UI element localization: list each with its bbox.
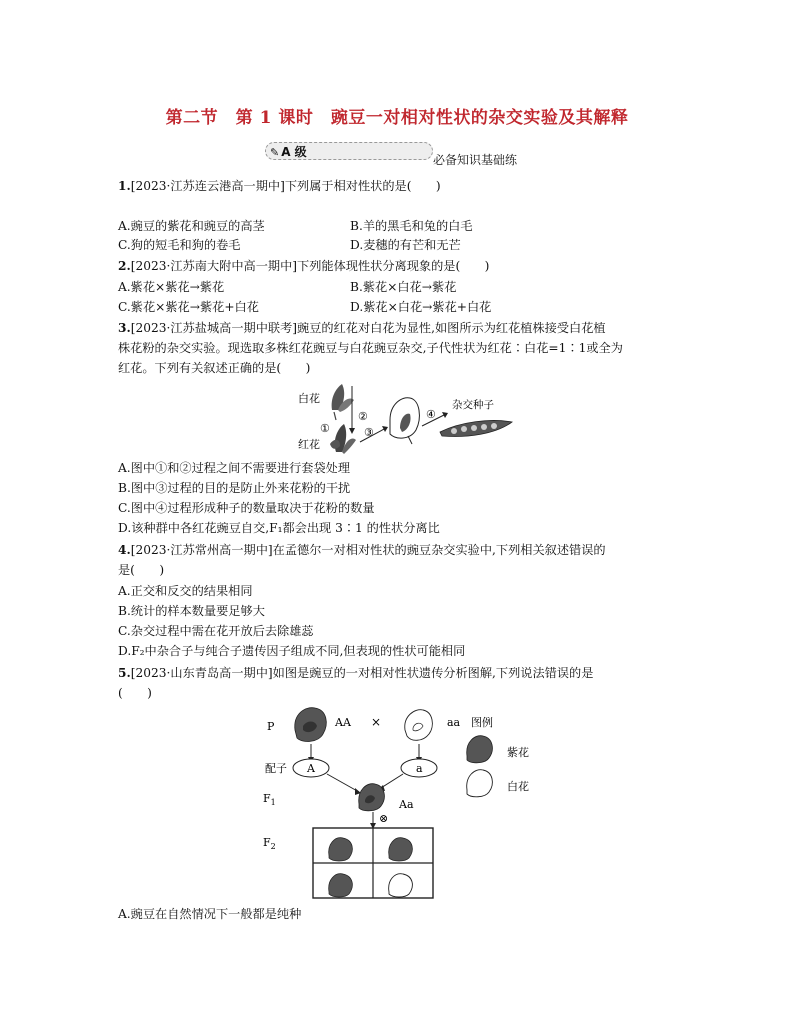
q2-row2 [118, 299, 678, 315]
q2-option-b[interactable]: B.紫花×白花→紫花 [350, 280, 457, 294]
q1-option-c[interactable]: C.狗的短毛和狗的卷毛 [118, 238, 241, 252]
q4-option-d[interactable]: D.F₂中杂合子与纯合子遗传因子组成不同,但表现的性状可能相同 [118, 644, 466, 658]
level-label: A 级 [281, 145, 307, 159]
q5-fig-f1-sub: 1 [270, 798, 276, 807]
q5-fig-f2-sub: 2 [270, 842, 276, 851]
q1-option-b[interactable]: B.羊的黑毛和兔的白毛 [350, 219, 473, 233]
q1-option-d[interactable]: D.麦穗的有芒和无芒 [350, 238, 461, 252]
q2-number: 2. [118, 259, 131, 273]
f1-flower-icon [359, 784, 385, 811]
q5-fig-aa-rec: aa [447, 716, 461, 729]
q3-figure [290, 378, 520, 456]
q1-row1 [118, 218, 678, 234]
q3-step-1: ① [320, 422, 330, 435]
q3-option-a[interactable]: A.图中①和②过程之间不需要进行套袋处理 [118, 461, 351, 475]
q4-option-c[interactable]: C.杂交过程中需在花开放后去除雄蕊 [118, 624, 314, 638]
q3-stem-2: 株花粉的杂交实验。现选取多株红花豌豆与白花豌豆杂交,子代性状为红花∶白花=1∶1或全为 [118, 341, 623, 355]
q5-fig-p: P [267, 720, 275, 733]
q3-step-4: ④ [426, 408, 436, 421]
q1-option-a[interactable]: A.豌豆的紫花和豌豆的高茎 [118, 219, 265, 233]
q2-stem [118, 258, 489, 274]
q5-fig-legend: 图例 [471, 716, 493, 729]
legend-purple-icon [467, 736, 493, 763]
arrow-g1-line [327, 774, 359, 792]
q3-fig-seed-label: 杂交种子 [452, 399, 494, 411]
f2-white-icon [389, 874, 413, 897]
q5-stem-2: ( ) [118, 686, 152, 700]
q1-stem-text: [2023·江苏连云港高一期中]下列属于相对性状的是( ) [130, 179, 441, 193]
level-tag [265, 142, 433, 160]
q5-fig-white-label: 白花 [507, 780, 529, 793]
q3-option-b[interactable]: B.图中③过程的目的是防止外来花粉的干扰 [118, 481, 351, 495]
arrow-2-head [349, 428, 355, 434]
arrow-g2-line [381, 774, 403, 788]
q5-fig-aa-dom: AA [335, 716, 351, 729]
q5-fig-f2-main: F [263, 836, 271, 849]
q3-step-3: ③ [364, 426, 374, 439]
q2-option-a[interactable]: A.紫花×紫花→紫花 [118, 280, 225, 294]
q3-option-c[interactable]: C.图中④过程形成种子的数量取决于花粉的数量 [118, 501, 375, 515]
q3-stem-text-1: [2023·江苏盐城高一期中联考]豌豆的红花对白花为显性,如图所示为红花植株接受白花植 [130, 321, 606, 335]
q5-fig-f1 [263, 792, 276, 807]
q5-fig-cross: × [371, 715, 382, 729]
pencil-icon: ✎ [270, 146, 280, 159]
q5-fig-self: ⊗ [379, 812, 389, 825]
q3-option-d[interactable]: D.该种群中各红花豌豆自交,F₁都会出现 3∶1 的性状分离比 [118, 521, 440, 535]
q2-option-d[interactable]: D.紫花×白花→紫花+白花 [350, 300, 492, 314]
q5-option-a[interactable]: A.豌豆在自然情况下一般都是纯种 [118, 907, 302, 921]
q5-fig-aa-het: Aa [399, 798, 414, 811]
arrow-3-head [382, 426, 388, 432]
q1-stem [118, 178, 441, 194]
purple-flower-icon [295, 708, 326, 742]
white-flower-p-icon [405, 710, 433, 741]
q5-fig-ga-rec: a [416, 762, 423, 775]
q4-option-a[interactable]: A.正交和反交的结果相同 [118, 584, 253, 598]
q4-stem-text-1: [2023·江苏常州高一期中]在孟德尔一对相对性状的豌豆杂交实验中,下列相关叙述错误的 [130, 543, 606, 557]
q5-figure [255, 700, 545, 900]
q5-fig-gamete: 配子 [265, 762, 287, 775]
white-flower-icon [332, 384, 354, 420]
page-title: 第二节 第 1 课时 豌豆一对相对性状的杂交实验及其解释 [165, 108, 629, 128]
q3-fig-red-label: 红花 [298, 438, 320, 451]
q3-stem-3: 红花。下列有关叙述正确的是( ) [118, 361, 311, 375]
bagged-flower-icon [390, 398, 419, 444]
q2-option-c[interactable]: C.紫花×紫花→紫花+白花 [118, 300, 259, 314]
q5-fig-f1-main: F [263, 792, 271, 805]
q4-stem-2: 是( ) [118, 563, 165, 577]
q1-number: 1. [118, 179, 131, 193]
q5-stem-text-1: [2023·山东青岛高一期中]如图是豌豆的一对相对性状遗传分析图解,下列说法错误的是 [130, 666, 594, 680]
q3-number: 3. [118, 321, 131, 335]
legend-white-icon [467, 770, 493, 797]
level-badge [265, 142, 565, 167]
q2-stem-text: [2023·江苏南大附中高一期中]下列能体现性状分离现象的是( ) [130, 259, 490, 273]
q4-stem-1 [118, 542, 606, 558]
q1-row2 [118, 237, 678, 253]
q4-option-b[interactable]: B.统计的样本数量要足够大 [118, 604, 265, 618]
q3-fig-white-label: 白花 [298, 392, 320, 405]
q5-fig-purple-label: 紫花 [507, 746, 529, 759]
q5-fig-f2 [263, 836, 276, 851]
pea-pod-icon [440, 420, 512, 436]
q3-step-2: ② [358, 410, 368, 423]
q5-number: 5. [118, 666, 131, 680]
q5-stem-1 [118, 665, 593, 681]
level-note: 必备知识基础练 [433, 153, 518, 167]
q4-number: 4. [118, 543, 131, 557]
q5-fig-ga-dom: A [307, 762, 315, 775]
q3-stem-1 [118, 320, 606, 336]
q2-row1 [118, 279, 678, 295]
